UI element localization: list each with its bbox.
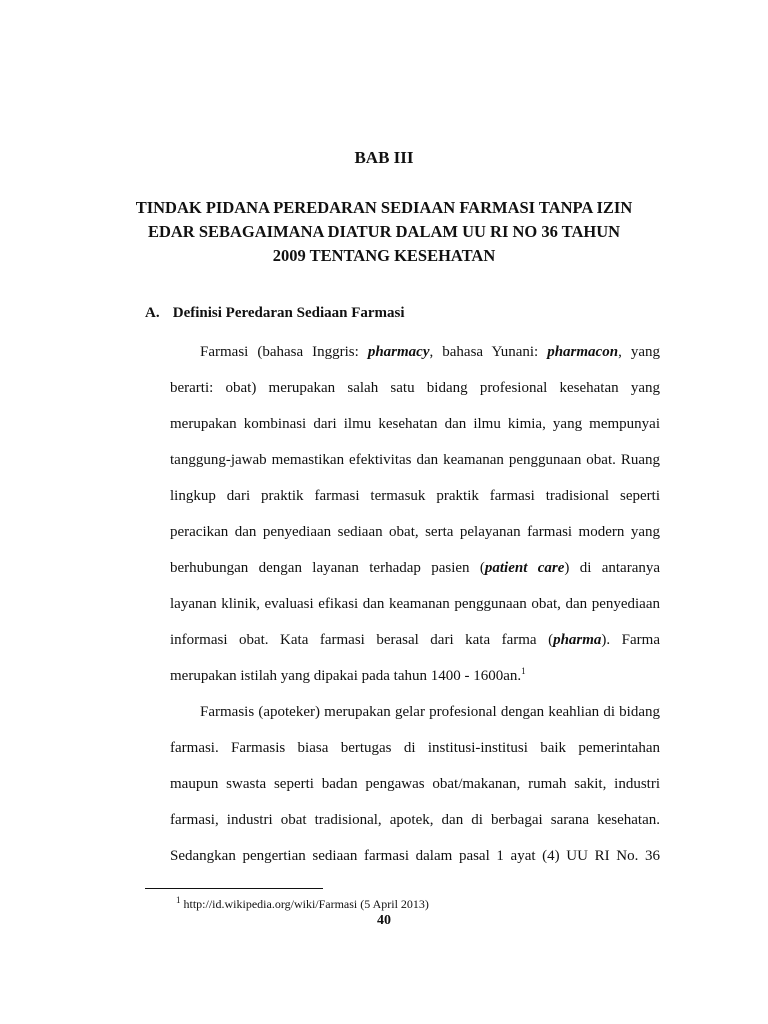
footnote-reference: 1 (521, 666, 526, 676)
chapter-title-line: EDAR SEBAGAIMANA DIATUR DALAM UU RI NO 36 TAHUN (147, 222, 621, 241)
footnote-text: http://id.wikipedia.org/wiki/Farmasi (5 April 2013) (180, 897, 429, 911)
paragraph-line: merupakan istilah yang dipakai pada tahun 1400 - 1600an.$^1$ (170, 666, 526, 684)
section-heading (145, 302, 405, 324)
paragraph-line: layanan klinik, evaluasi efikasi dan keamanan penggunaan obat, dan penyediaan (170, 596, 660, 612)
term-pharmacy: pharmacy (367, 344, 430, 360)
footnote-mark: 1 (176, 895, 181, 905)
chapter-heading: BAB III (354, 148, 414, 167)
footnote-divider (145, 888, 323, 889)
paragraph-line: farmasi. Farmasis biasa bertugas di institusi-institusi baik pemerintahan (170, 740, 660, 756)
paragraph-line: Farmasis (apoteker) merupakan gelar profesional dengan keahlian di bidang (200, 704, 660, 720)
page-number: 40 (377, 913, 391, 928)
section-number: A. (145, 305, 160, 321)
paragraph-farmasi (170, 334, 660, 694)
term-pharma: pharma (553, 632, 602, 648)
paragraph-farmasis (170, 694, 660, 874)
paragraph-line: farmasi, industri obat tradisional, apotek, dan di berbagai sarana kesehatan. (170, 812, 660, 828)
paragraph-line: peracikan dan penyediaan sediaan obat, serta pelayanan farmasi modern yang (170, 524, 660, 540)
section-title: Definisi Peredaran Sediaan Farmasi (172, 305, 405, 321)
term-patient-care: patient care (484, 560, 565, 576)
paragraph-line: berarti: obat) merupakan salah satu bidang profesional kesehatan yang (170, 380, 660, 396)
footnote (176, 896, 429, 912)
paragraph-line: Sedangkan pengertian sediaan farmasi dalam pasal 1 ayat (4) UU RI No. 36 (170, 848, 660, 864)
paragraph-line: tanggung-jawab memastikan efektivitas dan keamanan penggunaan obat. Ruang (170, 452, 660, 468)
term-pharmacon: pharmacon (547, 344, 619, 360)
chapter-title-line: 2009 TENTANG KESEHATAN (272, 246, 496, 265)
chapter-title (100, 196, 668, 268)
paragraph-line: informasi obat. Kata farmasi berasal dari kata farma (pharma). Farma (170, 632, 660, 648)
paragraph-line: merupakan kombinasi dari ilmu kesehatan dan ilmu kimia, yang mempunyai (170, 416, 660, 432)
paragraph-line: Farmasi (bahasa Inggris: pharmacy, bahasa Yunani: pharmacon, yang (200, 344, 660, 360)
chapter-title-line: TINDAK PIDANA PEREDARAN SEDIAAN FARMASI TANPA IZIN (135, 198, 633, 217)
paragraph-line: maupun swasta seperti badan pengawas obat/makanan, rumah sakit, industri (170, 776, 660, 792)
paragraph-line: berhubungan dengan layanan terhadap pasien (patient care) di antaranya (170, 560, 661, 576)
paragraph-line: lingkup dari praktik farmasi termasuk praktik farmasi tradisional seperti (170, 488, 660, 504)
